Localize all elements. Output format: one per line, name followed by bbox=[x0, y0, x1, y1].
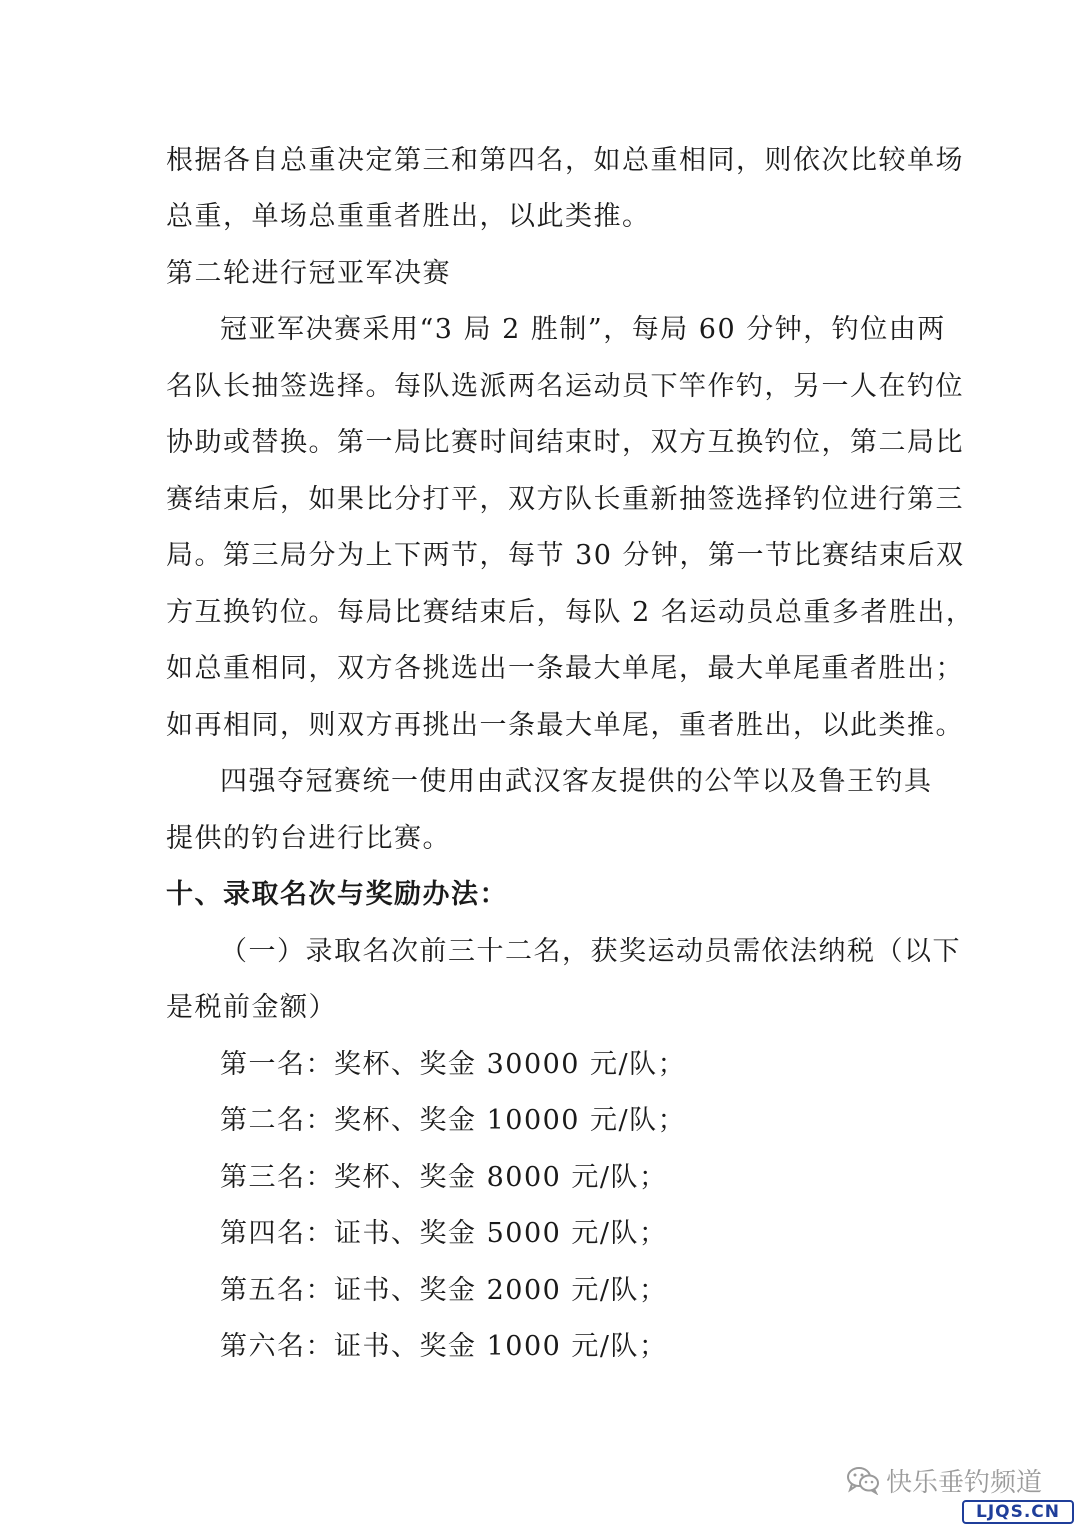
text-line: （一）录取名次前三十二名，获奖运动员需依法纳税（以下 bbox=[220, 936, 961, 967]
wechat-icon bbox=[846, 1465, 880, 1495]
text-line: 提供的钓台进行比赛。 bbox=[166, 823, 451, 854]
text-line: 是税前金额） bbox=[166, 992, 337, 1023]
text-line: 冠亚军决赛采用“3 局 2 胜制”，每局 60 分钟，钓位由两 bbox=[220, 314, 946, 345]
text-line: 根据各自总重决定第三和第四名，如总重相同，则依次比较单场 bbox=[166, 145, 964, 176]
section-subheading: 第二轮进行冠亚军决赛 bbox=[166, 258, 451, 289]
text-line: 如总重相同，双方各挑选出一条最大单尾，最大单尾重者胜出； bbox=[166, 653, 964, 684]
prize-line: 第一名：奖杯、奖金 30000 元/队； bbox=[220, 1049, 687, 1080]
prize-line: 第五名：证书、奖金 2000 元/队； bbox=[220, 1275, 668, 1306]
text-line: 方互换钓位。每局比赛结束后，每队 2 名运动员总重多者胜出， bbox=[166, 597, 975, 628]
section-heading: 十、录取名次与奖励办法： bbox=[166, 879, 508, 910]
text-line: 总重，单场总重重者胜出，以此类推。 bbox=[166, 201, 651, 232]
prize-line: 第二名：奖杯、奖金 10000 元/队； bbox=[220, 1105, 687, 1136]
text-line: 如再相同，则双方再挑出一条最大单尾，重者胜出，以此类推。 bbox=[166, 710, 964, 741]
prize-line: 第三名：奖杯、奖金 8000 元/队； bbox=[220, 1162, 668, 1193]
text-line: 名队长抽签选择。每队选派两名运动员下竿作钓，另一人在钓位 bbox=[166, 371, 964, 402]
text-line: 赛结束后，如果比分打平，双方队长重新抽签选择钓位进行第三 bbox=[166, 484, 964, 515]
channel-name: 快乐垂钓频道 bbox=[886, 1467, 1043, 1498]
text-line: 协助或替换。第一局比赛时间结束时，双方互换钓位，第二局比 bbox=[166, 427, 964, 458]
prize-line: 第四名：证书、奖金 5000 元/队； bbox=[220, 1218, 668, 1249]
site-logo: LJQS.CN bbox=[962, 1500, 1074, 1524]
prize-line: 第六名：证书、奖金 1000 元/队； bbox=[220, 1331, 668, 1362]
text-line: 局。第三局分为上下两节，每节 30 分钟，第一节比赛结束后双 bbox=[166, 540, 965, 571]
text-line: 四强夺冠赛统一使用由武汉客友提供的公竿以及鲁王钓具 bbox=[220, 766, 933, 797]
channel-watermark bbox=[846, 1462, 1042, 1498]
